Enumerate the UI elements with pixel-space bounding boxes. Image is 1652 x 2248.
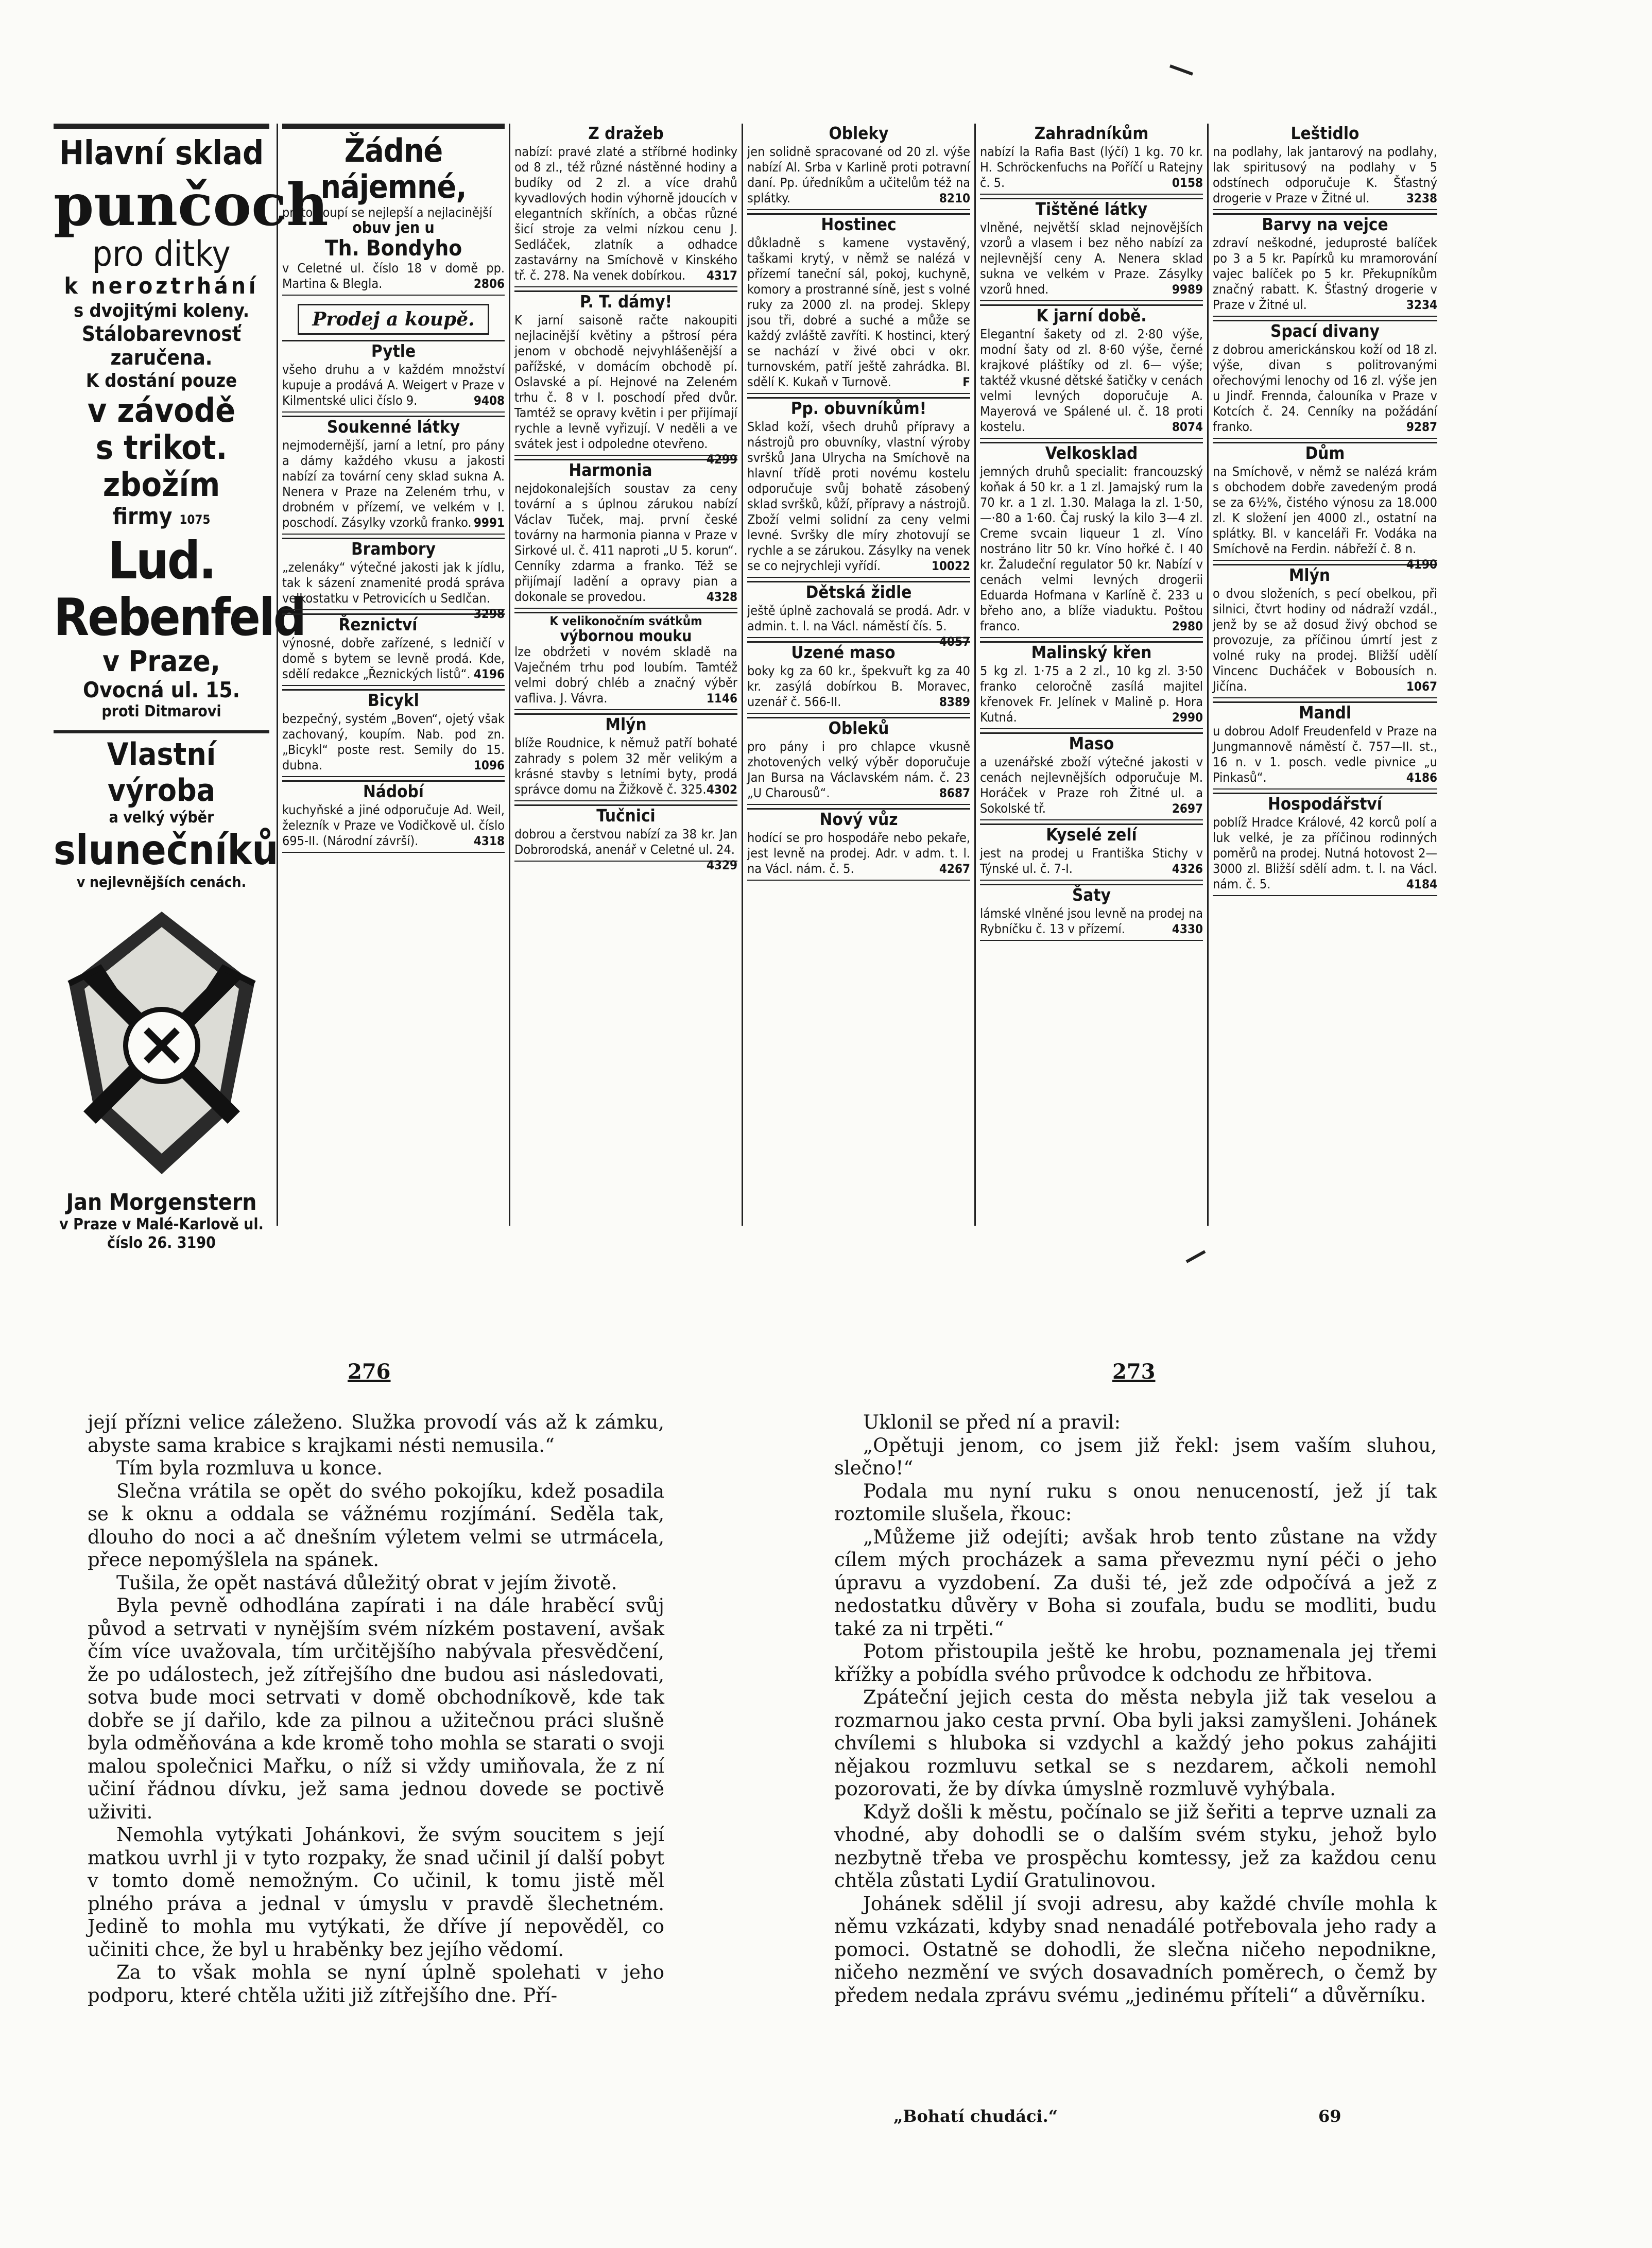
ad-column-1 (46, 124, 329, 1252)
ad-number: 4057 (939, 634, 970, 649)
ad-rebenfeld-line: k neroztrhání (64, 273, 259, 299)
ad-text: poblíž Hradce Králové, 42 korců polí a luk velké, je za příčinou rodinných poměrů na prodej. Nutná hotovost 2—3000 zl. Bližší sdělí adm. t. l. na Václ. nám. č. 5. (1213, 815, 1437, 891)
ad-bondy-heading: Žádné nájemné, (282, 124, 505, 205)
ad-number: 4267 (939, 862, 970, 876)
ad-heading: Nový vůz (747, 808, 970, 829)
ad-heading: Kyselé zelí (980, 823, 1203, 845)
ad-dum (1213, 442, 1437, 572)
ad-obleku (747, 717, 970, 805)
story-paragraph: „Můžeme již odejíti; avšak hrob tento zůstane na vždy cílem mých procházek a sama převezmu nyní péči o jeho úpravu a vyzdobení. Za duši té, jež zde odpočívá a jež z nedostatku důvěry v Boha si zoufala, budu se modliti, budu také za ni trpěti.“ (834, 1525, 1437, 1640)
story-paragraph: Za to však mohla se nyní úplně spolehati v jeho podporu, které chtěla užiti již zítřejšího dne. Pří- (88, 1961, 664, 2006)
ad-bicykl (282, 689, 505, 777)
ad-rebenfeld-landmark: proti Ditmarovi (101, 702, 221, 720)
story-paragraph: Slečna vrátila se opět do svého pokojíku, kdež posadila se k oknu a oddala se vážnému rozjímání. Seděla tak, dlouho do noci a ač dnešním výletem velmi se utrmácela, přece nepomýšlela na spánek. (88, 1480, 664, 1571)
ad-heading: Maso (980, 732, 1203, 753)
ad-text: hodící se pro hospodáře nebo pekaře, jest levně na prodej. Adr. v adm. t. l. na Václ. nám. č. 5. (747, 830, 970, 876)
ad-bondy-sub: obuv jen u (352, 219, 435, 237)
ad-heading: Barvy na vejce (1213, 213, 1437, 234)
ad-text: z dobrou americkánskou koží od 18 zl. výše, divan s politrovanými ořechovými lenochy od 16 zl. výše jen u Jindř. Frennda, čalouníka v Praze v Kotcích č. 24. Cenníky na požádání franko. (1213, 342, 1437, 434)
ad-number: 8210 (939, 191, 970, 205)
ad-barvy (1213, 213, 1437, 317)
ad-text: lze obdržeti v novém skladě na Vaječném trhu pod loubím. Tamtéž velmi dobrý chléb a značný výběr vafliva. J. Vávra. (514, 644, 737, 706)
signature-number: 69 (1318, 2106, 1341, 2126)
ad-bondy (282, 124, 505, 296)
ad-rebenfeld-address: Ovocná ul. 15. (83, 677, 240, 702)
ad-rebenfeld-line: pro ditky (92, 234, 231, 274)
ad-heading: Tištěné látky (980, 198, 1203, 219)
ad-hosp (1213, 793, 1437, 896)
story-paragraph: Potom přistoupila ještě ke hrobu, poznamenala jej třemi křížky a pobídla svého průvodce k odchodu ze hřbitova. (834, 1640, 1437, 1686)
ad-number: 9287 (1406, 420, 1437, 434)
story-paragraph: Byla pevně odhodlána zapírati i na dále hraběcí svůj původ a setrvati v nynějším svém nízkém postavení, avšak čím více uvažovala, tím určitějšího nabývala přesvědčení, že po událostech, jež zítřejšího dne budou asi následovati, sotva bude moci setrvati v domě obchodníkově, kde tak dobře se jí dařilo, kde za pilnou a užitečnou práci slušně byla odměňována a kde kromě toho mohla se starati o svoji malou společnici Mařku, o níž si vždy umiňovala, že z ní učiní řádnou dívku, jež sama jednou dovede se poctivě uživiti. (88, 1594, 664, 1823)
ad-number: 9408 (473, 393, 505, 408)
ad-tistene (980, 198, 1203, 301)
ad-number: 8687 (939, 786, 970, 800)
ad-heading: Šaty (980, 884, 1203, 905)
ad-text: na Smíchově, v němž se nalézá krám s obchodem dobře zavedeným prodá se za 6½%, čistého výnosu za 18.000 zl. K složení jen 4000 zl., ostatní na splátky. Bl. v kanceláři Fr. Vodáka na Smíchově na Ferdin. nábřeží č. 8 n. (1213, 464, 1437, 556)
ad-rebenfeld-line: s dvojitými koleny. (73, 300, 250, 321)
ad-heading: výbornou mouku (560, 627, 692, 645)
ad-number: 4299 (706, 452, 737, 467)
ad-number: 8389 (939, 695, 970, 709)
ad-divany (1213, 320, 1437, 439)
ad-number: 4330 (1172, 922, 1203, 936)
ad-soukenne (282, 416, 505, 535)
advertisement-section (46, 123, 1447, 1252)
ad-heading: Dětská židle (747, 581, 970, 602)
ad-text: zdraví neškodné, jeduprosté balíček po 3 a 5 kr. Papírků ku mramorování vajec balíček po 5 kr. Překupníkům značný rabatt. K. Šťastný drogerie v Praze v Žitné ul. (1213, 235, 1437, 312)
left-page-number: 276 (348, 1360, 391, 1384)
ad-morgenstern-name: Jan Morgenstern (66, 1189, 257, 1215)
ad-mandl (1213, 701, 1437, 790)
ad-text: K jarní saisoně račte nakoupiti nejlacinější květiny a pštrosí péra jenom v obchodě nejvyhlášenější a pařížské, v domácím obchodě pí. Oslavské a pí. Hejnové na Zeleném trhu č. 8 v I. poschodí před dvůr. Tamtéž se opravy květin i per přijímají rychle a levně vyřizují. V neděli a ve svátek jest i odpoledne otevřeno. (514, 313, 737, 451)
ad-saty (980, 884, 1203, 941)
ad-heading: P. T. dámy! (514, 290, 737, 312)
ad-number: 0158 (1172, 176, 1203, 190)
ad-number: 4329 (706, 858, 737, 872)
ad-heading: Leštidlo (1290, 123, 1360, 143)
ad-reznictvi (282, 613, 505, 686)
ad-rebenfeld-title: punčoch (54, 171, 329, 239)
scan-mark-icon (1184, 1246, 1210, 1267)
ad-number: 2697 (1172, 801, 1203, 816)
ad-bondy-name: Th. Bondyho (324, 235, 462, 261)
ad-rebenfeld-city: v Praze, (102, 645, 220, 678)
ad-text: a uzenářské zboží výtečné jakosti v cenách nejlevnějších odporučuje M. Horáček v Praze roh Žitné ul. a Sokolské tř. (980, 754, 1203, 816)
ad-text: nejmodernější, jarní a letní, pro pány a dámy každého vkusu a jakosti nabízí za tovární ceny sklad sukna A. Nenera v Praze na Zeleném trhu, v drobném v přízemí, ve velkém v I. poschodí. Zásylky vzorků franko. (282, 438, 505, 530)
ad-heading: Nádobí (282, 780, 505, 801)
ad-mlyn (1213, 564, 1437, 698)
ad-text: všeho druhu a v každém množství kupuje a prodává A. Weigert v Praze v Kilmentské ulici číslo 9. (282, 362, 505, 408)
story-paragraph: Tím byla rozmluva u konce. (116, 1457, 383, 1479)
story-paragraph: „Opětuji jenom, co jsem již řekl: jsem vaším sluhou, slečno!“ (834, 1434, 1437, 1479)
ad-heading: Řeznictví (282, 613, 505, 634)
ad-text: nabízí la Rafia Bast (lýčí) 1 kg. 70 kr. H. Schröckenfuchs na Poříčí u Ratejny č. 5. (980, 144, 1203, 190)
ad-number: 2806 (473, 277, 505, 291)
ad-number: 1075 (179, 512, 211, 527)
ad-heading: Velkosklad (980, 442, 1203, 463)
ad-number: 4190 (1406, 557, 1437, 572)
ad-heading: Spací divany (1213, 320, 1437, 341)
ad-kren (980, 641, 1203, 729)
ad-vuz (747, 808, 970, 881)
ad-zahrad (980, 124, 1203, 195)
story-paragraph: Uklonil se před ní a pravil: (863, 1411, 1121, 1433)
story-paragraph: její přízni velice záleženo. Služka provodí vás až k zámku, abyste sama krabice s krajkami nésti nemusila.“ (88, 1411, 664, 1456)
ad-brambory (282, 538, 505, 621)
ad-number: 3238 (1406, 191, 1437, 205)
ad-number: 9989 (1172, 282, 1203, 297)
ad-text: jest na prodej u Františka Stichy v Týnské ul. č. 7-I. (980, 846, 1203, 876)
ad-morgenstern-heading: Vlastní výroba (107, 736, 216, 809)
ad-heading: Mlýn (514, 713, 737, 734)
ad-heading: Obleky (829, 123, 889, 143)
ad-number: 2980 (1172, 619, 1203, 633)
ad-rebenfeld-line: v závodě (87, 392, 236, 430)
ad-maso (980, 732, 1203, 820)
ad-heading: Uzené maso (747, 641, 970, 662)
ad-heading: Hospodářství (1213, 793, 1437, 814)
ad-text: jen solidně spracované od 20 zl. výše nabízí Al. Srba v Karlině proti potravní daní. Pp. úředníkům a učitelům též na splátky. (747, 144, 970, 205)
story-paragraph: Tušila, že opět nastává důležitý obrat v jejím životě. (116, 1571, 617, 1594)
ad-rebenfeld-line (54, 504, 269, 533)
section-heading-box: Prodej a koupě. (298, 304, 489, 335)
ad-text: dobrou a čerstvou nabízí za 38 kr. Jan Dobrorodská, anenář v Celetné ul. 24. (514, 827, 737, 857)
ad-nadobi (282, 780, 505, 853)
ad-heading: Hostinec (747, 213, 970, 234)
ad-text: u dobrou Adolf Freudenfeld v Praze na Jungmannově náměstí č. 757—II. st., 16 n. v 1. posch. vedle pivnice „u Pinkasů“. (1213, 724, 1437, 785)
ad-column-4 (743, 124, 976, 1226)
ad-text: lámské vlněné jsou levně na prodej na Rybníčku č. 13 v přízemí. (980, 906, 1203, 936)
ad-text: důkladně s kamene vystavěný, taškami krytý, v němž se nalézá v přízemí taneční sál, pokoj, kuchyně, komory a prostranné síně, jest s volné ruky za 2000 zl. na prodej. Sklepy jsou tři, dobré a suché a může se každý zvláště zavříti. K hostinci, který se nachází v živé obci v okr. turnovském, patří ještě zahrádka. Bl. sdělí K. Kukaň v Turnově. (747, 235, 970, 389)
ad-text: bezpečný, systém „Boven“, ojetý však zachovaný, koupím. Nab. pod zn. „Bicykl“ poste rest. Semily do 15. dubna. (282, 711, 505, 773)
story-paragraph: Johánek sdělil jí svoji adresu, aby každé chvíle mohla k němu vzkázati, kdyby snad nenadálé potřebovala jeho rady a pomoci. Ostatně se dohodli, že slečna ničeho nepodnikne, ničeho nezmění ve svých dosavadních poměrech, o čemž by předem nedala zprávu svému „jedinému příteli“ a důvěrníku. (834, 1892, 1437, 2006)
ad-heading: Tučnici (514, 804, 737, 826)
ad-heading: Z dražeb (588, 123, 664, 143)
scan-mark-icon (1169, 62, 1195, 77)
ad-text: „zelenáky“ výtečné jakosti jak k jídlu, tak k sázení znamenité prodá správa velkostatku v Petrovicích u Sedlčan. (282, 560, 505, 606)
ad-morgenstern-address (54, 1215, 269, 1252)
ad-mouka (514, 612, 737, 710)
ad-number: 4318 (473, 834, 505, 848)
ad-number: 2990 (1172, 710, 1203, 725)
ad-pytle (282, 340, 505, 413)
ad-lestidlo (1213, 124, 1437, 210)
ad-hostinec (747, 213, 970, 394)
ad-text: 5 kg zl. 1·75 a 2 zl., 10 kg zl. 3·50 franko celoročně zasílá majitel křenovek Fr. Jelínek v Malině p. Hora Kutná. (980, 663, 1203, 725)
ad-text: vlněné, největší sklad nejnovějších vzorů a vlasem i bez něho nabízí za nejlevnější ceny A. Nenera sklad sukna ve velkém v Praze. Zásylky vzorů hned. (980, 220, 1203, 297)
story-paragraph: Zpáteční jejich cesta do města nebyla již tak veselou a rozmarnou jako cesta první. Oba byli jaksi zamyšleni. Johánek chvílemi s hlubokа si vzdychl a každý jeho pokus zahájiti nějakou rozmluvu setkal se s nezdarem, ačkoli nemohl pozorovati, že by dívka úmyslně rozmluvě vyhýbala. (834, 1686, 1437, 1800)
ad-column-6 (1209, 124, 1441, 1226)
ad-heading: Pytle (282, 340, 505, 361)
ad-heading: Obleků (747, 717, 970, 738)
ad-rebenfeld-heading: Hlavní sklad (54, 124, 269, 175)
ad-obleky (747, 124, 970, 210)
ad-number: 3234 (1406, 298, 1437, 312)
ad-rebenfeld-firm: firmy (112, 503, 173, 529)
ad-heading: Mandl (1213, 701, 1437, 723)
ad-text: o dvou složeních, s pecí obelkou, při silnici, čtvrt hodiny od nádraží vzdál., jenž by se až dosud živý obchod se provozuje, za příčinou úmrtí jest z volné ruky na prodej. Bližší udělí Vincenc Ducháček v Bobousích n. Jičína. (1213, 586, 1437, 694)
ad-text: Sklad koží, všech druhů přípravy a nástrojů pro obuvníky, vlastní výroby svršků Jana Ulrycha na Smíchově na hlavní třídě proti novému kostelu odporučuje svůj bohatě zásobený sklad svršků, kůží, přípravy a nástrojů. Zboží velmi solidní za ceny velmi levné. Svršky dle míry zhotovují se rychle a se zárukou. Zásylky na venek se co nejrychleji vyřídí. (747, 419, 970, 573)
ad-morgenstern-line: a velký výběr (109, 809, 214, 827)
ad-rebenfeld-line: K dostání pouze (85, 370, 237, 391)
ad-heading: Mlýn (1213, 564, 1437, 585)
ad-rebenfeld (54, 124, 329, 1252)
ad-rebenfeld-line: Stálobarevnosť zaručena. (81, 322, 242, 370)
ad-morgenstern-title: slunečníků (54, 826, 279, 874)
ad-column-3 (510, 124, 743, 1226)
ad-heading: Dům (1213, 442, 1437, 463)
ad-velkosklad (980, 442, 1203, 638)
ad-text: proto koupí se nejlepší a nejlacinější (282, 205, 492, 220)
ad-number: 4328 (706, 590, 737, 604)
divider (54, 730, 269, 733)
ad-rebenfeld-name: Lud. Rebenfeld (54, 530, 305, 647)
ad-jarni (980, 304, 1203, 439)
ad-heading: Malinský křen (980, 641, 1203, 662)
ad-text: blíže Roudnice, k němuž patří bohaté zahrady s polem 32 měr velikým a krásné stavby s letními byty, prodá správce domu na Žižkově č. 325. (514, 735, 737, 797)
ad-rebenfeld-line: s trikot. zbožím (95, 429, 228, 504)
ad-text: Elegantní šakety od zl. 2·80 výše, modní šaty od zl. 8·60 výše, černé krajkové pláštíky od zl. 6— výše; taktéž vkusné dětské šatičky v cenách velmi levných doporučuje A. Mayerová ve Spálené ul. č. 18 proti kostelu. (980, 327, 1203, 434)
ad-heading: Harmonia (514, 459, 737, 480)
ad-column-2 (278, 124, 510, 1226)
ad-text: kuchyňské a jiné odporučuje Ad. Weil, železník v Praze ve Vodičkově ul. číslo 695-II. (Národní závrší). (282, 802, 505, 848)
book-title-footer: „Bohatí chudáci.“ (893, 2106, 1058, 2126)
ad-text: ještě úplně zachovalá se prodá. Adr. v admin. t. l. na Václ. náměstí čís. 5. (747, 603, 970, 633)
ad-text: pro pány i pro chlapce vkusně zhotovených velký výběr doporučuje Jan Bursa na Václavském nám. č. 23 „U Charousů“. (747, 739, 970, 800)
ad-heading: Pp. obuvníkům! (747, 397, 970, 418)
ad-number: 4196 (473, 667, 505, 681)
ad-number: 10022 (931, 559, 970, 573)
story-paragraph: Nemohla vytýkati Johánkovi, že svým soucitem s její matkou uvrhl ji v tyto rozpaky, že snad učinil jí další pobyt v tomto domě nemožným. Co učinil, k tomu jistě měl plného práva a jednal v úmyslu v pravdě šlechetném. Jedině to mohla mu vytýkati, že dříve jí nepověděl, co učiniti chce, že byl u hraběnky bez jejího vědomí. (88, 1824, 664, 1961)
ad-damy (514, 290, 737, 467)
ad-number: 1096 (473, 758, 505, 773)
ad-heading: K jarní době. (980, 304, 1203, 325)
story-paragraph: Podala mu nyní ruku s onou nenuceností, jež jí tak roztomile slušela, řkouc: (834, 1480, 1437, 1525)
ad-tuenici (514, 804, 737, 872)
ad-text: výnosné, dobře zařízené, s ledničí v domě s bytem se levně prodá. Kde, sdělí redakce „Řeznických listů“. (282, 636, 505, 681)
ad-text: nabízí: pravé zlaté a stříbrné hodinky od 8 zl., též různé nástěnné hodiny a budíky od 2 zl. a více drahů kyvadlových hodin výhorně jdoucích v elegantních skříních, a občas různé šicí stroje za velmi nízkou cenu J. Sedláček, zlatník a odhadce zastavárny na Smíchově v Kinského tř. č. 278. Na venek dobírkou. (514, 144, 737, 283)
ad-zidle (747, 581, 970, 649)
ad-zdrazeb (514, 124, 737, 287)
ad-heading: Brambory (282, 538, 505, 559)
ad-morgenstern-line: v nejlevnějších cenách. (76, 873, 247, 890)
ad-number: 8074 (1172, 420, 1203, 434)
ad-number: 9991 (473, 516, 505, 530)
ad-text: boky kg za 60 kr., špekvuřt kg za 40 kr. zasýlá dobírkou B. Moravec, uzenář č. 566-II. (747, 663, 970, 709)
ad-number: 4186 (1406, 770, 1437, 785)
story-paragraph: Když došli k městu, počínalo se již šeřiti a teprve uznali za vhodné, aby dohodli se o dalším svém styku, jehož bylo nezbytně třeba ve prospěchu komtessy, jež za každou cenu chtěla zůstati Lydií Gratulinovou. (834, 1800, 1437, 1892)
ad-number: 3190 (177, 1234, 216, 1252)
ad-mlyn (514, 713, 737, 801)
umbrella-emblem-icon (59, 896, 265, 1185)
ad-maso (747, 641, 970, 714)
ad-number: 1146 (706, 691, 737, 706)
ad-number: 4184 (1406, 877, 1437, 891)
ad-zeli (980, 823, 1203, 881)
ad-number: 3298 (473, 607, 505, 621)
ad-harmonia (514, 459, 737, 609)
ad-number: 4326 (1172, 862, 1203, 876)
ad-morgenstern-street: v Praze v Malé-Karlově ul. číslo 26. (59, 1215, 264, 1252)
ad-column-5 (976, 124, 1209, 1226)
ad-number: 1067 (1406, 679, 1437, 694)
ad-text: na podlahy, lak jantarový na podlahy, lak spiritusový na podlahy v 5 odstínech odporučuje K. Šťastný drogerie v Praze v Žitné ul. (1213, 144, 1437, 205)
ad-heading: Bicykl (282, 689, 505, 710)
ad-number: 4302 (706, 782, 737, 797)
ad-preheading: K velikonočním svátkům (514, 612, 737, 629)
right-page-number: 273 (1112, 1360, 1156, 1384)
ad-obuvnikum (747, 397, 970, 578)
ad-number: 4317 (706, 268, 737, 283)
ad-heading: Zahradníkům (1034, 123, 1149, 143)
ad-text: nejdokonalejších soustav za ceny tovární a s úplnou zárukou nabízí Václav Tuček, maj. první české továrny na harmonia pianna v Praze v Sirkové ul. č. 411 naproti „U 5. korun“. Cenníky zdarma a franko. Též se přijímají ladění a opravy pian a dokonale se provedou. (514, 481, 737, 604)
ad-text: jemných druhů specialit: francouzský koňak á 50 kr. a 1 zl. Jamajský rum la 70 kr. a 1 zl. 1.30. Malaga la zl. 1·50, —·80 a 1·60. Čaj ruský la kilo 3—4 zl. Creme svcain liqueur 1 zl. Víno nostráno litr 50 kr. Víno hořké č. I 40 kr. Žaludeční regulator 50 kr. Nabízí v cenách velmi levných drogerii Eduarda Hofmana v Karlíně č. 233 u břeho ano, a blíže viaduktu. Poštou franco. (980, 464, 1203, 633)
story-right-page (834, 1411, 1437, 2007)
ad-heading: Soukenné látky (282, 416, 505, 437)
ad-text: v Celetné ul. číslo 18 v domě pp. Martina & Blegla. (282, 261, 505, 291)
story-left-page (88, 1411, 664, 2007)
ad-number: F (962, 375, 970, 389)
